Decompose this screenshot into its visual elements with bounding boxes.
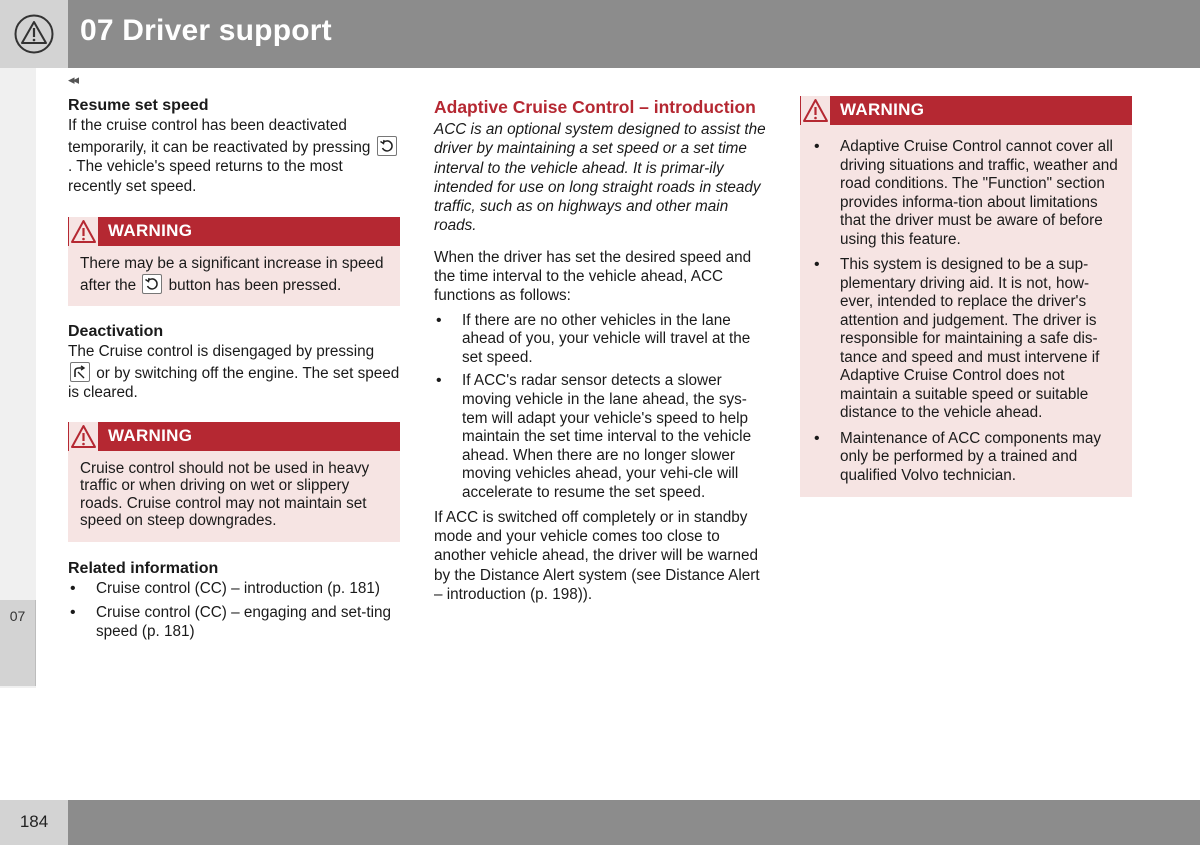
cruise-off-button-icon [70, 362, 90, 382]
warning-label-2: WARNING [108, 425, 193, 445]
list-item: • Adaptive Cruise Control cannot cover all driving situations and traffic, weather and road conditions. The "Function" section provides informa-tion about limitations that the driver must be aware of before using this feature. [812, 138, 1120, 249]
acc-heading: Adaptive Cruise Control – introduction [434, 97, 756, 117]
column-middle [434, 96, 768, 604]
warning-triangle-icon [14, 14, 54, 54]
related-link[interactable]: • Cruise control (CC) – introduction (p. 181) [68, 579, 400, 598]
resume-button-icon [142, 274, 162, 294]
resume-text [68, 116, 400, 196]
warning-label-3: WARNING [840, 100, 925, 119]
warning-text-2: Cruise control should not be used in heavy traffic or when driving on wet or slippery roads. Cruise control may not maintain set speed on steep downgrades. [80, 459, 370, 530]
acc-para-2: If ACC is switched off completely or in standby mode and your vehicle comes too close to another vehicle ahead, the driver will be warned by the Distance Alert system (see Distance Alert – introduction (p. 198)). [434, 508, 760, 603]
warning-box-2 [68, 422, 400, 542]
warning-triangle-icon [69, 217, 98, 246]
deactivation-text-a: The Cruise control is disengaged by pressing [68, 343, 375, 361]
chapter-label: 07 [9, 608, 26, 624]
deactivation-text [68, 342, 400, 403]
column-right [800, 96, 1132, 497]
resume-text-b: . The vehicle's speed returns to the most recently set speed. [68, 158, 343, 195]
warning-label-1: WARNING [108, 221, 193, 241]
deactivation-heading: Deactivation [68, 323, 164, 341]
column-left [68, 96, 400, 641]
header-icon-box [0, 0, 68, 68]
chapter-tab[interactable] [0, 600, 36, 686]
warning-box-1 [68, 217, 400, 306]
back-link-icon[interactable]: ◂◂ [68, 72, 78, 87]
related-list [68, 579, 400, 641]
warning-header-3 [800, 96, 1132, 125]
warning-triangle-icon [801, 96, 830, 125]
page-number: 184 [19, 812, 49, 831]
warning1-text-a: There may be a significant increase in speed after the [80, 255, 384, 294]
warning-box-3 [800, 96, 1132, 497]
warning-text-1 [68, 246, 400, 306]
warning-bullets [812, 138, 1120, 485]
related-link[interactable]: • Cruise control (CC) – engaging and set-ting speed (p. 181) [68, 603, 400, 641]
related-heading: Related information [68, 559, 219, 577]
deactivation-text-b: or by switching off the engine. The set speed is cleared. [68, 364, 400, 402]
acc-para-1: When the driver has set the desired speed and the time interval to the vehicle ahead, ACC functions as follows: [434, 248, 752, 305]
resume-text-a: If the cruise control has been deactivated temporarily, it can be reactivated by pressing [68, 117, 371, 156]
warning1-text-b: button has been pressed. [168, 276, 342, 294]
header-bar [68, 0, 1200, 68]
side-strip [0, 68, 36, 688]
resume-heading: Resume set speed [68, 97, 209, 114]
page-title: 07 Driver support [80, 14, 332, 47]
acc-bullets [434, 312, 768, 503]
warning-header-2 [68, 422, 400, 451]
acc-intro: ACC is an optional system designed to assist the driver by maintaining a set speed or a set time interval to the vehicle ahead. It is primar-ily intended for use on long straight roads in steady traffic, such as on highways and other main roads. [434, 121, 766, 235]
list-item: • If there are no other vehicles in the lane ahead of you, your vehicle will travel at the set speed. [434, 312, 768, 368]
footer-bar [68, 800, 1200, 845]
list-item: • Maintenance of ACC components may only be performed by a trained and qualified Volvo technician. [812, 430, 1120, 486]
warning-header-1 [68, 217, 400, 246]
warning-triangle-icon [69, 422, 98, 451]
list-item: • This system is designed to be a sup-plementary driving aid. It is not, how-ever, intended to replace the driver's attention and judgement. The driver is responsible for maintaining a safe dis-tance and speed and must intervene if Adaptive Cruise Control does not maintain a suitable speed or suitable distance to the vehicle ahead. [812, 256, 1120, 423]
resume-button-icon [377, 136, 397, 156]
list-item: • If ACC's radar sensor detects a slower moving vehicle in the lane ahead, the sys-tem will adapt your vehicle's speed to help maintain the set time interval to the vehicle ahead. When there are no longer slower moving vehicles ahead, your vehi-cle will accelerate to resume the set speed. [434, 372, 768, 502]
warning-text-3 [800, 125, 1132, 497]
footer-page-box [0, 800, 68, 845]
